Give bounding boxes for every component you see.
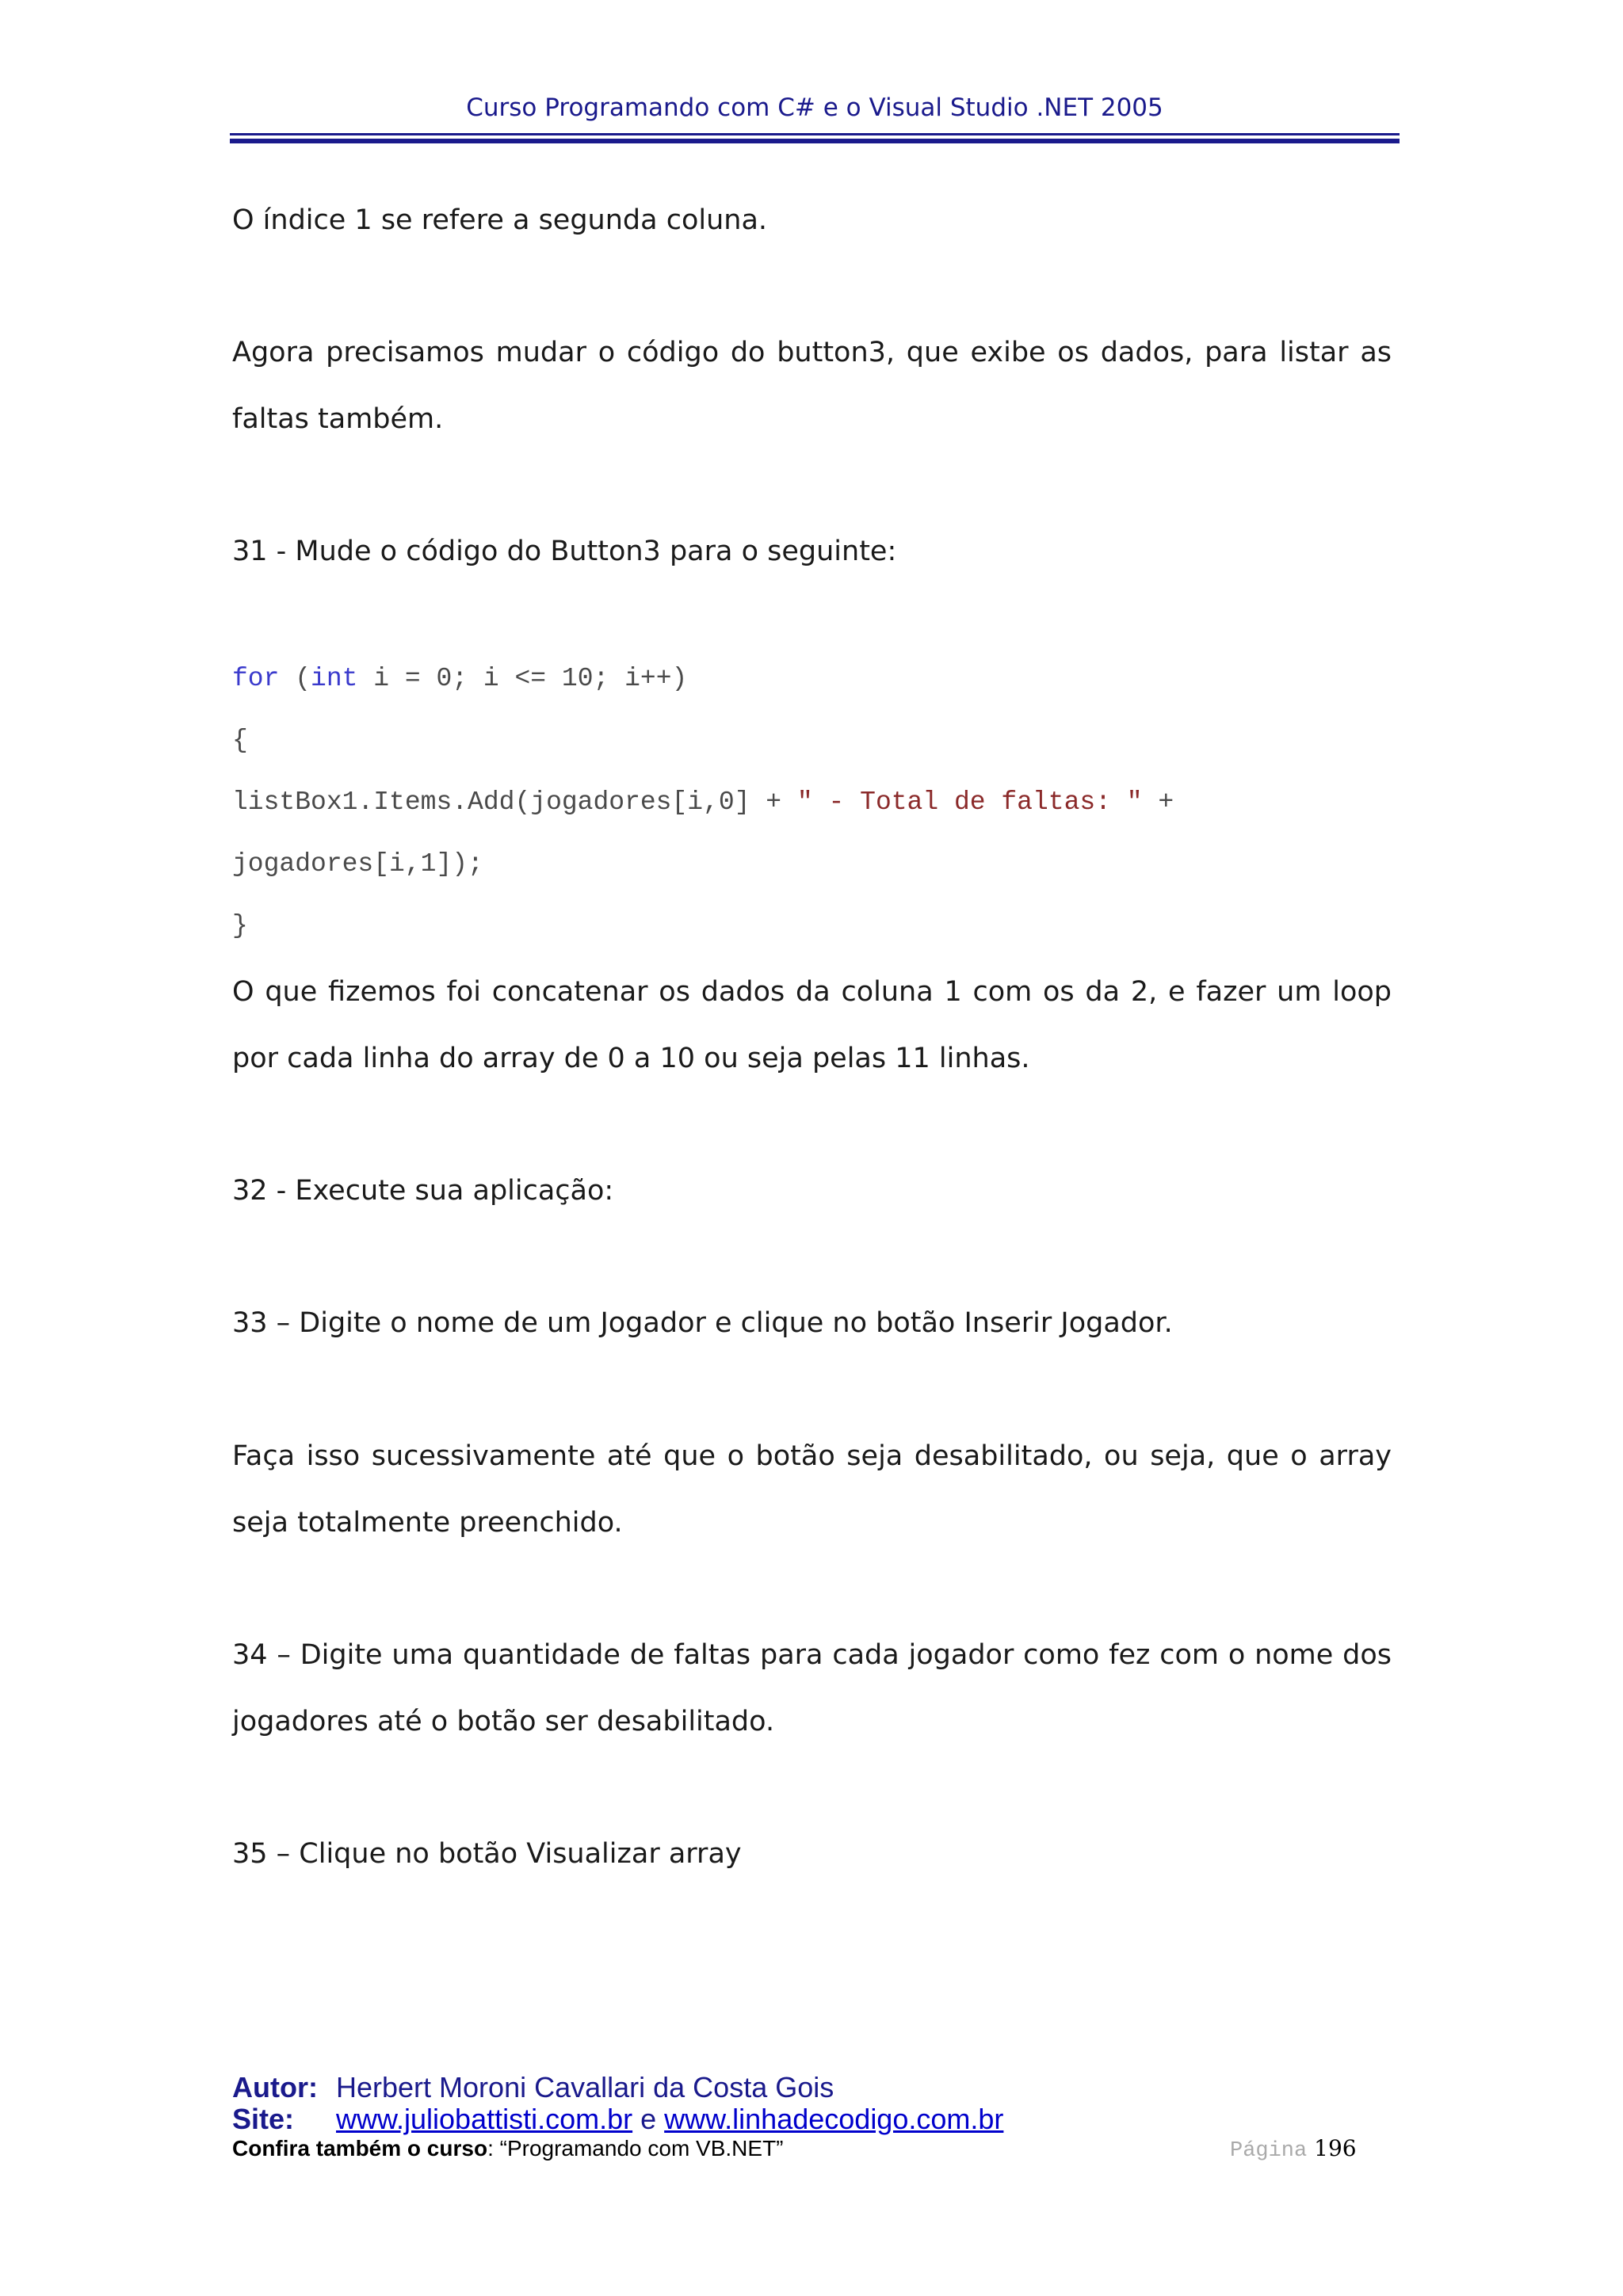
footer-note-course: : “Programando com VB.NET” [487,2136,784,2161]
footer-note-bold: Confira também o curso [232,2136,488,2161]
page-number [1230,2135,1357,2163]
step-31: 31 - Mude o código do Button3 para o seguinte: [232,536,897,567]
paragraph-change-button3: Agora precisamos mudar o código do button3, que exibe os dados, para listar as faltas também. [232,337,1392,435]
page-number-value: 196 [1314,2135,1357,2161]
paragraph-explanation: O que fizemos foi concatenar os dados da coluna 1 com os da 2, e fazer um loop por cada linha do array de 0 a 10 ou seja pelas 11 linhas. [232,976,1392,1074]
code-line-add [232,788,1174,817]
header-rule-thick [230,139,1400,143]
code-line-brace-open: { [232,726,248,755]
code-string-literal: " - Total de faltas: " [796,788,1143,817]
code-add-suffix: + [1142,788,1174,817]
code-line-for [232,664,687,693]
page-word: Página [1230,2139,1308,2163]
footer-sites [336,2103,1003,2136]
step-35: 35 – Clique no botão Visualizar array [232,1838,742,1870]
code-line-brace-close: } [232,911,248,940]
code-paren: ( [279,664,311,693]
page-header-title: Curso Programando com C# e o Visual Studio .NET 2005 [466,93,1163,122]
footer-site-label: Site: [232,2103,295,2135]
code-keyword-for: for [232,664,280,693]
paragraph-index-note: O índice 1 se refere a segunda coluna. [232,204,768,236]
step-34: 34 – Digite uma quantidade de faltas para cada jogador como fez com o nome dos jogadores até o botão ser desabilitado. [232,1639,1392,1737]
code-loop-rest: i = 0; i <= 10; i++) [357,664,688,693]
step-32: 32 - Execute sua aplicação: [232,1175,614,1207]
footer-author-name: Herbert Moroni Cavallari da Costa Gois [336,2071,834,2103]
paragraph-repeat: Faça isso sucessivamente até que o botão seja desabilitado, ou seja, que o array seja totalmente preenchido. [232,1440,1392,1539]
footer-note [232,2136,784,2161]
code-line-jogadores: jogadores[i,1]); [232,849,483,879]
step-33: 33 – Digite o nome de um Jogador e clique no botão Inserir Jogador. [232,1307,1173,1339]
header-rule-thin [230,133,1400,135]
footer-author-label: Autor: [232,2071,318,2103]
footer-site-separator: e [632,2103,665,2135]
link-linhadecodigo[interactable]: www.linhadecodigo.com.br [664,2103,1004,2135]
code-keyword-int: int [311,664,358,693]
code-add-prefix: listBox1.Items.Add(jogadores[i,0] + [232,788,797,817]
link-juliobattisti[interactable]: www.juliobattisti.com.br [336,2103,633,2135]
